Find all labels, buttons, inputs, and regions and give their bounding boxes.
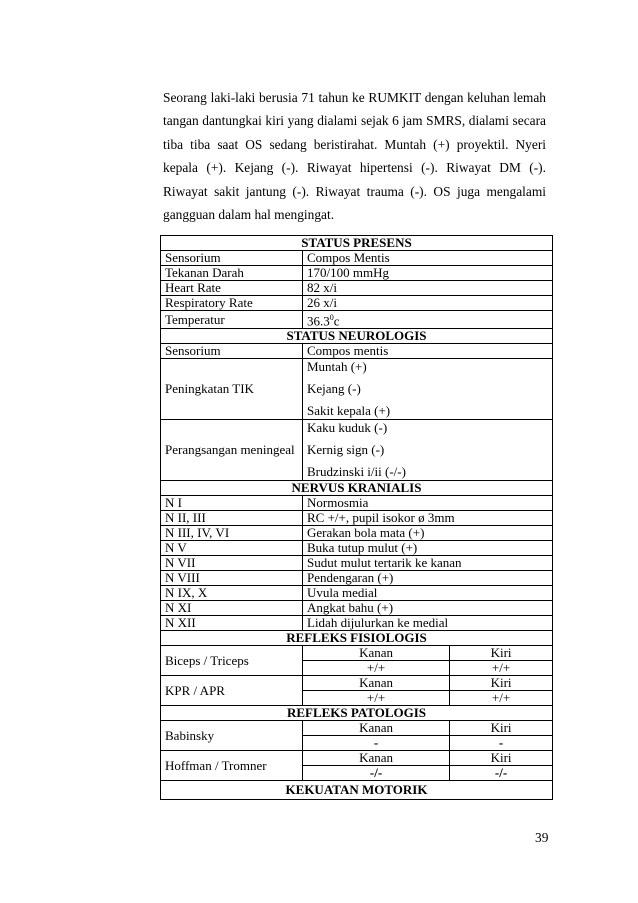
table-row [161, 311, 553, 329]
row-value: Gerakan bola mata (+) [303, 526, 553, 541]
finding-line: Muntah (+) [307, 359, 367, 375]
reflex-label: Hoffman / Tromner [161, 751, 303, 781]
table-row [161, 676, 553, 691]
row-value: 26 x/i [303, 296, 553, 311]
row-label: N III, IV, VI [161, 526, 303, 541]
table-row [161, 251, 553, 266]
kiri-value: -/- [450, 766, 553, 781]
row-value: Lidah dijulurkan ke medial [303, 616, 553, 631]
nervus-kranialis-title: NERVUS KRANIALIS [161, 481, 553, 496]
table-row [161, 541, 553, 556]
table-row [161, 281, 553, 296]
row-value: Angkat bahu (+) [303, 601, 553, 616]
table-row [161, 721, 553, 736]
table-row [161, 496, 553, 511]
row-label: Sensorium [161, 344, 303, 359]
table-row [161, 266, 553, 281]
kiri-header: Kiri [450, 646, 553, 661]
page-number: 39 [535, 830, 549, 845]
row-value: Sudut mulut tertarik ke kanan [303, 556, 553, 571]
table-row [161, 359, 553, 420]
row-label: N VII [161, 556, 303, 571]
row-value: Pendengaran (+) [303, 571, 553, 586]
row-label: N II, III [161, 511, 303, 526]
finding-line: Kaku kuduk (-) [307, 420, 388, 436]
finding-line: Kejang (-) [307, 381, 361, 397]
row-label: Peningkatan TIK [161, 359, 303, 420]
table-row [161, 526, 553, 541]
row-label: Perangsangan meningeal [161, 420, 303, 481]
table-row [161, 511, 553, 526]
table-row [161, 586, 553, 601]
reflex-label: KPR / APR [161, 676, 303, 706]
row-label: Temperatur [161, 311, 303, 329]
status-presens-title: STATUS PRESENS [161, 236, 553, 251]
row-label: N XII [161, 616, 303, 631]
clinical-examination-table [160, 235, 553, 800]
section-header-row [161, 236, 553, 251]
status-neurologis-title: STATUS NEUROLOGIS [161, 329, 553, 344]
kiri-header: Kiri [450, 676, 553, 691]
table-row [161, 571, 553, 586]
kanan-value: - [303, 736, 450, 751]
table-row [161, 344, 553, 359]
row-value: 82 x/i [303, 281, 553, 296]
kanan-header: Kanan [303, 676, 450, 691]
finding-line: Sakit kepala (+) [307, 403, 391, 419]
temperature-degree: 0 [329, 313, 334, 322]
kanan-header: Kanan [303, 751, 450, 766]
row-value: 170/100 mmHg [303, 266, 553, 281]
row-value: Compos mentis [303, 344, 553, 359]
section-header-row [161, 329, 553, 344]
table-row [161, 601, 553, 616]
row-value: RC +/+, pupil isokor ø 3mm [303, 511, 553, 526]
row-value: Uvula medial [303, 586, 553, 601]
row-label: N I [161, 496, 303, 511]
tik-findings [303, 359, 553, 420]
finding-line: Kernig sign (-) [307, 442, 385, 458]
finding-line: Brudzinski i/ii (-/-) [307, 464, 406, 480]
temperature-unit: c [333, 313, 340, 329]
table-row [161, 646, 553, 661]
row-label: N IX, X [161, 586, 303, 601]
row-value: Compos Mentis [303, 251, 553, 266]
table-row [161, 420, 553, 481]
row-label: Heart Rate [161, 281, 303, 296]
row-label: Sensorium [161, 251, 303, 266]
kiri-header: Kiri [450, 751, 553, 766]
kanan-value: +/+ [303, 661, 450, 676]
table-row [161, 616, 553, 631]
row-label: N XI [161, 601, 303, 616]
kekuatan-motorik-title: KEKUATAN MOTORIK [161, 781, 553, 800]
kanan-header: Kanan [303, 646, 450, 661]
case-description-paragraph: Seorang laki-laki berusia 71 tahun ke RUMKIT dengan keluhan lemah tangan dantungkai kiri yang dialami sejak 6 jam SMRS, dialami secara tiba tiba saat OS sedang beristirahat. Muntah (+) proyektil. Nyeri kepala (+). Kejang (-). Riwayat hipertensi (-). Riwayat DM (-). Riwayat sakit jantung (-). Riwayat trauma (-). OS juga mengalami gangguan dalam hal mengingat. [163, 90, 546, 223]
row-label: N V [161, 541, 303, 556]
kiri-value: - [450, 736, 553, 751]
kanan-value: -/- [303, 766, 450, 781]
row-label: Respiratory Rate [161, 296, 303, 311]
row-label: N VIII [161, 571, 303, 586]
table-row [161, 556, 553, 571]
table-row [161, 751, 553, 766]
row-value: Normosmia [303, 496, 553, 511]
meningeal-findings [303, 420, 553, 481]
refleks-fisiologis-title: REFLEKS FISIOLOGIS [161, 631, 553, 646]
section-header-row [161, 481, 553, 496]
reflex-label: Babinsky [161, 721, 303, 751]
row-value: Buka tutup mulut (+) [303, 541, 553, 556]
table-row [161, 296, 553, 311]
temperature-value [303, 311, 553, 329]
section-header-row [161, 781, 553, 800]
section-header-row [161, 631, 553, 646]
row-label: Tekanan Darah [161, 266, 303, 281]
kiri-value: +/+ [450, 661, 553, 676]
refleks-patologis-title: REFLEKS PATOLOGIS [161, 706, 553, 721]
kanan-header: Kanan [303, 721, 450, 736]
kiri-header: Kiri [450, 721, 553, 736]
kanan-value: +/+ [303, 691, 450, 706]
section-header-row [161, 706, 553, 721]
kiri-value: +/+ [450, 691, 553, 706]
temperature-number: 36.3 [307, 313, 330, 329]
reflex-label: Biceps / Triceps [161, 646, 303, 676]
